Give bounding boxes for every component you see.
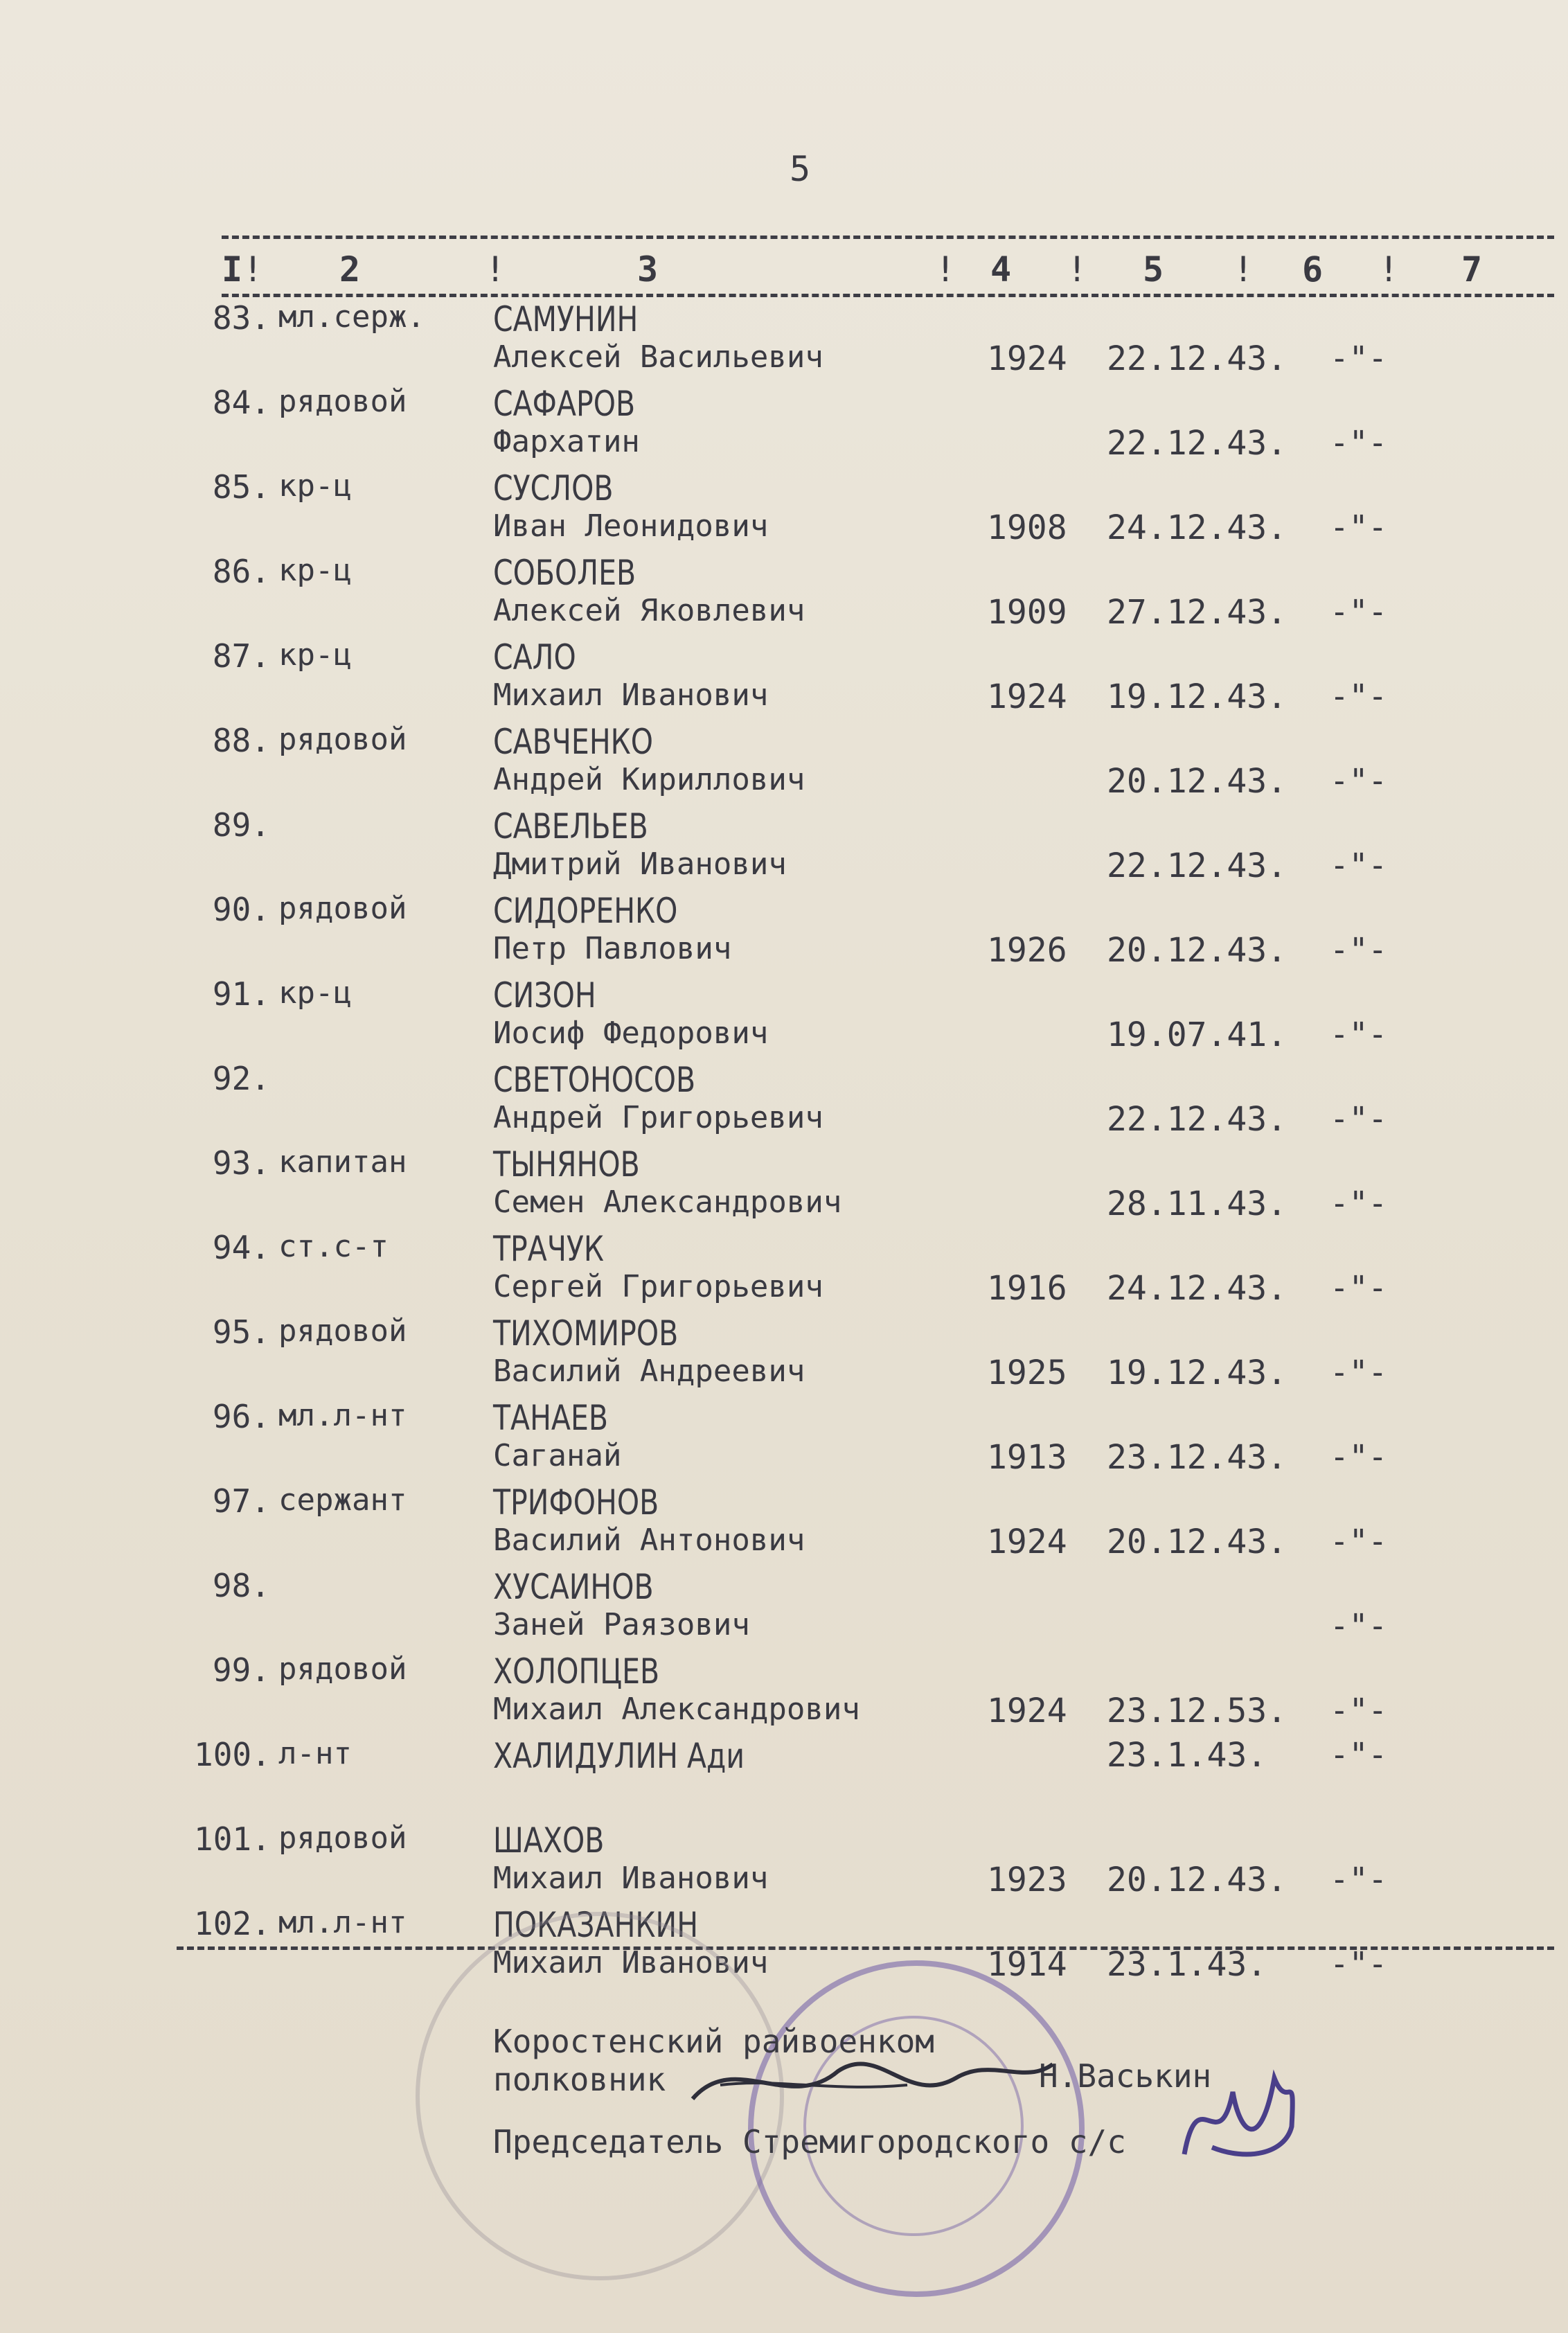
rank-cell: кр-ц — [278, 553, 352, 588]
surname-cell: СВЕТОНОСОВ — [493, 1060, 696, 1100]
ditto-cell: -"- — [1330, 1438, 1388, 1475]
surname-cell: ТАНАЕВ — [493, 1398, 609, 1438]
surname-cell: ТРИФОНОВ — [493, 1482, 659, 1523]
signature-1 — [679, 2037, 1067, 2127]
birth-year-cell: 1908 — [987, 508, 1067, 547]
record-number: 84. — [212, 384, 270, 421]
given-name-cell: Василий Андреевич — [493, 1354, 805, 1389]
table-row — [0, 975, 1568, 1058]
header-separator: ! — [1067, 249, 1088, 290]
rank-cell: рядовой — [278, 1651, 407, 1687]
birth-year-cell: 1914 — [987, 1945, 1067, 1984]
birth-year-cell: 1924 — [987, 677, 1067, 716]
record-number: 101. — [194, 1820, 271, 1858]
rank-cell: сержант — [278, 1482, 407, 1518]
ditto-cell: -"- — [1330, 1523, 1388, 1560]
surname-cell: САВЧЕНКО — [493, 722, 654, 762]
surname-cell: ТИХОМИРОВ — [493, 1313, 679, 1354]
rank-cell: рядовой — [278, 891, 407, 926]
rank-cell: рядовой — [278, 384, 407, 419]
given-name-cell: Михаил Иванович — [493, 1861, 769, 1896]
top-divider — [222, 236, 1554, 239]
given-name-cell: Сергей Григорьевич — [493, 1269, 823, 1304]
rank-cell: рядовой — [278, 1820, 407, 1856]
table-row — [0, 806, 1568, 889]
date-cell: 23.12.43. — [1107, 1438, 1288, 1477]
table-row — [0, 1482, 1568, 1565]
rank-cell: ст.с-т — [278, 1229, 389, 1264]
surname-cell: ХАЛИДУЛИН Ади — [493, 1736, 745, 1776]
date-cell: 24.12.43. — [1107, 1269, 1288, 1308]
page-number: 5 — [790, 149, 811, 189]
header-col-2: 2 — [339, 249, 361, 290]
record-number: 99. — [212, 1651, 270, 1689]
signatory-name: Н.Васькин — [1039, 2057, 1212, 2095]
record-number: 97. — [212, 1482, 270, 1520]
record-number: 89. — [212, 806, 270, 844]
signatory-rank: полковник — [493, 2061, 666, 2098]
record-number: 93. — [212, 1144, 270, 1182]
given-name-cell: Андрей Григорьевич — [493, 1100, 823, 1135]
rank-cell: л-нт — [278, 1736, 352, 1771]
table-row — [0, 1567, 1568, 1650]
signature-2 — [1170, 2050, 1309, 2175]
table-row — [0, 468, 1568, 551]
record-number: 102. — [194, 1905, 271, 1942]
ditto-cell: -"- — [1330, 1185, 1388, 1222]
given-name-cell: Михаил Иванович — [493, 1945, 769, 1980]
rank-cell: кр-ц — [278, 975, 352, 1011]
date-cell: 19.07.41. — [1107, 1015, 1288, 1054]
record-number: 95. — [212, 1313, 270, 1351]
date-cell: 20.12.43. — [1107, 1861, 1288, 1899]
date-cell: 22.12.43. — [1107, 339, 1288, 378]
record-number: 91. — [212, 975, 270, 1013]
table-row — [0, 722, 1568, 805]
given-name-cell: Петр Павлович — [493, 931, 732, 966]
given-name-cell: Иван Леонидович — [493, 508, 769, 544]
birth-year-cell: 1924 — [987, 1692, 1067, 1730]
ditto-cell: -"- — [1330, 1100, 1388, 1137]
council-chairman-line: Председатель Стремигородского с/с — [493, 2123, 1126, 2161]
table-row — [0, 1398, 1568, 1481]
date-cell: 27.12.43. — [1107, 593, 1288, 632]
given-name-cell: Семен Александрович — [493, 1185, 842, 1220]
record-number: 88. — [212, 722, 270, 759]
table-row — [0, 1736, 1568, 1819]
date-cell: 19.12.43. — [1107, 1354, 1288, 1392]
date-cell: 22.12.43. — [1107, 846, 1288, 885]
surname-cell: САВЕЛЬЕВ — [493, 806, 648, 846]
date-cell: 23.12.53. — [1107, 1692, 1288, 1730]
table-header — [222, 249, 1554, 298]
ditto-cell: -"- — [1330, 593, 1388, 630]
header-separator: ! — [485, 249, 506, 290]
record-number: 98. — [212, 1567, 270, 1604]
surname-cell: СИДОРЕНКО — [493, 891, 678, 931]
signatory-title: Коростенский райвоенком — [493, 2023, 934, 2060]
ditto-cell: -"- — [1330, 1015, 1388, 1053]
given-name-cell: Михаил Иванович — [493, 677, 769, 713]
surname-cell: СУСЛОВ — [493, 468, 614, 508]
date-cell: 23.1.43. — [1107, 1945, 1267, 1984]
given-name-cell: Иосиф Федорович — [493, 1015, 769, 1051]
ditto-cell: -"- — [1330, 1354, 1388, 1391]
table-row — [0, 1313, 1568, 1396]
given-name-cell: Заней Раязович — [493, 1607, 750, 1642]
table-row — [0, 384, 1568, 467]
date-cell: 20.12.43. — [1107, 931, 1288, 970]
record-number: 100. — [194, 1736, 271, 1773]
surname-cell: ТЫНЯНОВ — [493, 1144, 640, 1185]
given-name-cell: Михаил Александрович — [493, 1692, 860, 1727]
surname-cell: ТРАЧУК — [493, 1229, 605, 1269]
header-separator: ! — [935, 249, 956, 290]
birth-year-cell: 1916 — [987, 1269, 1067, 1308]
header-col-3: 3 — [637, 249, 659, 290]
ditto-cell: -"- — [1330, 339, 1388, 377]
birth-year-cell: 1924 — [987, 1523, 1067, 1561]
rank-cell: капитан — [278, 1144, 407, 1180]
surname-cell: ШАХОВ — [493, 1820, 605, 1861]
record-number: 83. — [212, 299, 270, 337]
table-row — [0, 1820, 1568, 1904]
ditto-cell: -"- — [1330, 508, 1388, 546]
date-cell: 22.12.43. — [1107, 424, 1288, 463]
rank-cell: рядовой — [278, 1313, 407, 1349]
ditto-cell: -"- — [1330, 1861, 1388, 1898]
record-number: 90. — [212, 891, 270, 928]
date-cell: 20.12.43. — [1107, 1523, 1288, 1561]
ditto-cell: -"- — [1330, 424, 1388, 461]
table-row — [0, 891, 1568, 974]
rank-cell: рядовой — [278, 722, 407, 757]
rank-cell: мл.л-нт — [278, 1905, 407, 1940]
date-cell: 22.12.43. — [1107, 1100, 1288, 1139]
given-name-cell: Фархатин — [493, 424, 640, 459]
date-cell: 19.12.43. — [1107, 677, 1288, 716]
birth-year-cell: 1926 — [987, 931, 1067, 970]
birth-year-cell: 1925 — [987, 1354, 1067, 1392]
surname-cell: САМУНИН — [493, 299, 639, 339]
birth-year-cell: 1913 — [987, 1438, 1067, 1477]
ditto-cell: -"- — [1330, 931, 1388, 968]
ditto-cell: -"- — [1330, 846, 1388, 884]
ditto-cell: -"- — [1330, 677, 1388, 715]
given-name-cell: Андрей Кириллович — [493, 762, 805, 797]
surname-cell: САФАРОВ — [493, 384, 636, 424]
bottom-divider — [177, 1946, 1554, 1950]
rank-cell: мл.серж. — [278, 299, 425, 335]
rank-cell: кр-ц — [278, 468, 352, 504]
table-row — [0, 1651, 1568, 1735]
date-cell: 24.12.43. — [1107, 508, 1288, 547]
header-col-1: I — [222, 249, 243, 290]
table-row — [0, 1229, 1568, 1312]
given-name-cell: Саганай — [493, 1438, 622, 1473]
given-name-cell: Дмитрий Иванович — [493, 846, 787, 882]
rank-cell: кр-ц — [278, 637, 352, 673]
given-name-cell: Василий Антонович — [493, 1523, 805, 1558]
surname-cell: ХОЛОПЦЕВ — [493, 1651, 660, 1692]
header-col-4: 4 — [990, 249, 1012, 290]
record-number: 96. — [212, 1398, 270, 1435]
ditto-cell: -"- — [1330, 1736, 1388, 1773]
birth-year-cell: 1924 — [987, 339, 1067, 378]
header-separator: ! — [242, 249, 264, 290]
given-name-cell: Алексей Васильевич — [493, 339, 823, 375]
given-name-cell: Алексей Яковлевич — [493, 593, 805, 628]
ditto-cell: -"- — [1330, 762, 1388, 799]
header-separator: ! — [1378, 249, 1400, 290]
table-row — [0, 637, 1568, 720]
surname-cell: САЛО — [493, 637, 576, 677]
surname-cell: ПОКАЗАНКИН — [493, 1905, 699, 1945]
header-col-6: 6 — [1302, 249, 1324, 290]
header-col-7: 7 — [1461, 249, 1483, 290]
rank-cell: мл.л-нт — [278, 1398, 407, 1433]
birth-year-cell: 1909 — [987, 593, 1067, 632]
date-cell: 28.11.43. — [1107, 1185, 1288, 1223]
ditto-cell: -"- — [1330, 1607, 1388, 1644]
record-number: 94. — [212, 1229, 270, 1266]
table-row — [0, 299, 1568, 382]
record-number: 92. — [212, 1060, 270, 1097]
ditto-cell: -"- — [1330, 1269, 1388, 1306]
record-number: 85. — [212, 468, 270, 506]
table-row — [0, 1060, 1568, 1143]
surname-cell: СОБОЛЕВ — [493, 553, 636, 593]
record-number: 87. — [212, 637, 270, 675]
table-row — [0, 553, 1568, 636]
ditto-cell: -"- — [1330, 1692, 1388, 1729]
header-divider — [222, 294, 1554, 297]
header-separator: ! — [1233, 249, 1254, 290]
table-row — [0, 1144, 1568, 1227]
birth-year-cell: 1923 — [987, 1861, 1067, 1899]
surname-cell: ХУСАИНОВ — [493, 1567, 654, 1607]
header-col-5: 5 — [1143, 249, 1164, 290]
date-cell: 20.12.43. — [1107, 762, 1288, 801]
ditto-cell: -"- — [1330, 1945, 1388, 1982]
record-number: 86. — [212, 553, 270, 590]
date-cell: 23.1.43. — [1107, 1736, 1267, 1775]
surname-cell: СИЗОН — [493, 975, 596, 1015]
